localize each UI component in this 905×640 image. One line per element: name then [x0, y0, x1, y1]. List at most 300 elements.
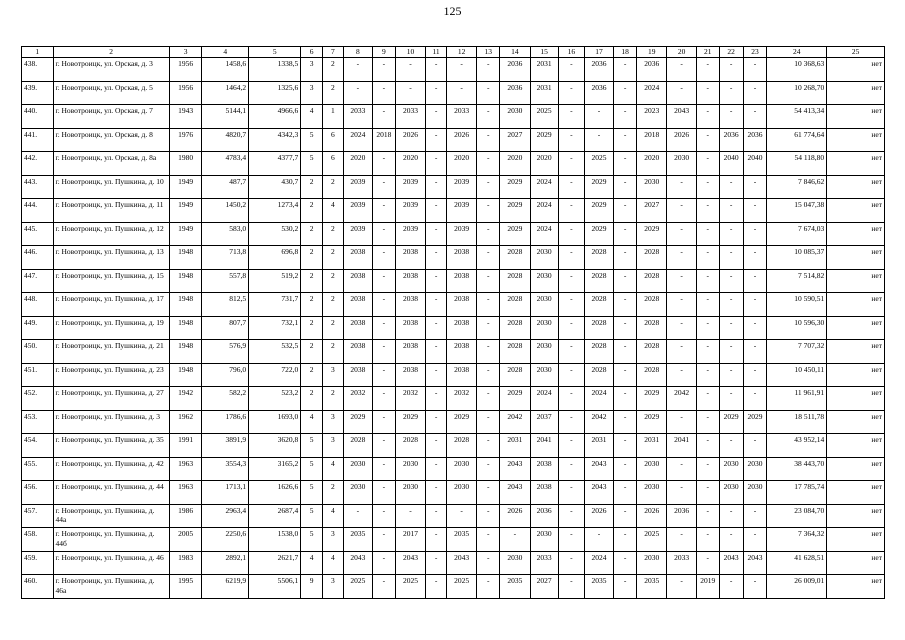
- table-cell: 2033: [530, 551, 558, 575]
- table-cell: -: [696, 504, 719, 528]
- table-cell: -: [477, 175, 500, 199]
- table-cell: -: [426, 269, 447, 293]
- table-cell: -: [558, 551, 584, 575]
- table-cell: -: [667, 246, 696, 270]
- table-cell: 5: [301, 504, 323, 528]
- row-number-cell: 445.: [22, 222, 54, 246]
- table-cell: 2017: [395, 528, 425, 552]
- table-cell: 2033: [667, 551, 696, 575]
- table-cell: 4: [323, 504, 344, 528]
- row-number-cell: 449.: [22, 316, 54, 340]
- table-cell: -: [426, 81, 447, 105]
- column-number-cell: 16: [558, 47, 584, 58]
- table-cell: 2038: [343, 363, 372, 387]
- table-cell: -: [614, 152, 637, 176]
- row-number-cell: 450.: [22, 340, 54, 364]
- table-cell: 2038: [446, 269, 476, 293]
- table-cell: -: [558, 575, 584, 599]
- table-cell: 2038: [446, 363, 476, 387]
- table-cell: 9: [301, 575, 323, 599]
- table-cell: -: [558, 504, 584, 528]
- table-cell: 2032: [343, 387, 372, 411]
- table-cell: 2035: [637, 575, 667, 599]
- table-cell: 2030: [743, 481, 767, 505]
- table-cell: -: [477, 575, 500, 599]
- table-row: [22, 363, 885, 387]
- table-cell: 5: [301, 128, 323, 152]
- table-cell: 3: [323, 434, 344, 458]
- table-cell: -: [426, 481, 447, 505]
- table-cell: 2029: [637, 410, 667, 434]
- table-cell: -: [743, 81, 767, 105]
- table-cell: 2027: [530, 575, 558, 599]
- table-cell: 2040: [743, 152, 767, 176]
- table-cell: 2029: [500, 175, 530, 199]
- table-cell: -: [614, 81, 637, 105]
- table-cell: 1948: [169, 269, 202, 293]
- table-cell: -: [373, 199, 396, 223]
- table-cell: -: [743, 175, 767, 199]
- table-cell: 2031: [530, 81, 558, 105]
- table-cell: 2043: [667, 105, 696, 129]
- table-cell: -: [719, 199, 743, 223]
- table-cell: 2038: [395, 293, 425, 317]
- table-cell: 2028: [637, 363, 667, 387]
- address-cell: г. Новотроицк, ул. Орская, д. 8: [53, 128, 169, 152]
- row-number-cell: 455.: [22, 457, 54, 481]
- table-cell: 2028: [637, 340, 667, 364]
- row-number-cell: 456.: [22, 481, 54, 505]
- status-cell: нет: [827, 457, 885, 481]
- table-cell: 2025: [446, 575, 476, 599]
- table-cell: -: [558, 175, 584, 199]
- address-cell: г. Новотроицк, ул. Пушкина, д. 13: [53, 246, 169, 270]
- table-cell: 3: [301, 58, 323, 82]
- row-number-cell: 460.: [22, 575, 54, 599]
- table-cell: 2030: [446, 457, 476, 481]
- table-cell: 2030: [530, 316, 558, 340]
- table-cell: 2038: [530, 481, 558, 505]
- table-cell: 2041: [667, 434, 696, 458]
- status-cell: нет: [827, 152, 885, 176]
- table-cell: 2: [301, 387, 323, 411]
- area-cell: 1538,0: [249, 528, 301, 552]
- table-cell: -: [719, 575, 743, 599]
- table-cell: -: [667, 269, 696, 293]
- table-cell: -: [667, 575, 696, 599]
- status-cell: нет: [827, 293, 885, 317]
- area-cell: 519,2: [249, 269, 301, 293]
- column-number-cell: 5: [249, 47, 301, 58]
- table-cell: -: [719, 293, 743, 317]
- table-cell: 1991: [169, 434, 202, 458]
- cost-cell: 10 268,70: [767, 81, 827, 105]
- table-cell: 2032: [395, 387, 425, 411]
- table-cell: -: [667, 222, 696, 246]
- table-cell: -: [696, 363, 719, 387]
- table-cell: 2: [323, 58, 344, 82]
- table-cell: -: [558, 269, 584, 293]
- table-cell: 2: [323, 175, 344, 199]
- table-row: [22, 528, 885, 552]
- address-cell: г. Новотроицк, ул. Орская, д. 3: [53, 58, 169, 82]
- table-cell: 2030: [637, 457, 667, 481]
- table-cell: -: [477, 504, 500, 528]
- table-cell: 1949: [169, 222, 202, 246]
- status-cell: нет: [827, 410, 885, 434]
- column-number-cell: 10: [395, 47, 425, 58]
- table-cell: 2023: [637, 105, 667, 129]
- area-cell: 582,2: [202, 387, 249, 411]
- area-cell: 1325,6: [249, 81, 301, 105]
- table-cell: 2030: [530, 246, 558, 270]
- table-cell: 2029: [500, 387, 530, 411]
- column-number-cell: 7: [323, 47, 344, 58]
- table-cell: -: [477, 293, 500, 317]
- column-number-row: [22, 47, 885, 58]
- table-cell: 2: [301, 199, 323, 223]
- row-number-cell: 438.: [22, 58, 54, 82]
- table-cell: 2039: [446, 175, 476, 199]
- table-cell: 2036: [719, 128, 743, 152]
- address-cell: г. Новотроицк, ул. Пушкина, д. 17: [53, 293, 169, 317]
- table-cell: 2038: [343, 316, 372, 340]
- table-cell: -: [719, 222, 743, 246]
- table-cell: -: [446, 58, 476, 82]
- address-cell: г. Новотроицк, ул. Орская, д. 7: [53, 105, 169, 129]
- table-cell: 2038: [343, 293, 372, 317]
- table-cell: -: [373, 528, 396, 552]
- table-cell: 2028: [584, 363, 613, 387]
- table-cell: 2026: [446, 128, 476, 152]
- column-number-cell: 20: [667, 47, 696, 58]
- table-cell: -: [373, 316, 396, 340]
- table-cell: -: [373, 410, 396, 434]
- table-cell: -: [719, 81, 743, 105]
- table-cell: 2031: [500, 434, 530, 458]
- table-cell: 2043: [743, 551, 767, 575]
- table-cell: -: [373, 551, 396, 575]
- table-cell: -: [614, 269, 637, 293]
- table-cell: -: [558, 410, 584, 434]
- table-cell: 2026: [395, 128, 425, 152]
- row-number-cell: 440.: [22, 105, 54, 129]
- table-cell: 2029: [530, 128, 558, 152]
- table-cell: 1942: [169, 387, 202, 411]
- table-cell: -: [614, 434, 637, 458]
- table-cell: -: [477, 269, 500, 293]
- table-cell: 2037: [530, 410, 558, 434]
- table-cell: -: [426, 246, 447, 270]
- table-cell: 2028: [584, 293, 613, 317]
- table-cell: 2028: [584, 246, 613, 270]
- table-cell: -: [743, 269, 767, 293]
- table-cell: 2028: [500, 316, 530, 340]
- table-row: [22, 316, 885, 340]
- row-number-cell: 459.: [22, 551, 54, 575]
- table-cell: 2030: [446, 481, 476, 505]
- table-cell: -: [696, 551, 719, 575]
- table-cell: 2: [301, 340, 323, 364]
- table-cell: -: [667, 316, 696, 340]
- row-number-cell: 452.: [22, 387, 54, 411]
- table-cell: -: [719, 269, 743, 293]
- table-cell: -: [558, 199, 584, 223]
- table-cell: -: [373, 58, 396, 82]
- table-cell: -: [667, 81, 696, 105]
- table-cell: -: [343, 504, 372, 528]
- table-cell: -: [719, 316, 743, 340]
- table-cell: 2020: [395, 152, 425, 176]
- table-cell: 2030: [395, 481, 425, 505]
- table-cell: 4: [323, 199, 344, 223]
- table-cell: 3: [323, 363, 344, 387]
- table-cell: 2031: [584, 434, 613, 458]
- area-cell: 1464,2: [202, 81, 249, 105]
- table-cell: -: [743, 246, 767, 270]
- area-cell: 4377,7: [249, 152, 301, 176]
- table-cell: 1948: [169, 293, 202, 317]
- cost-cell: 43 952,14: [767, 434, 827, 458]
- table-cell: 4: [301, 410, 323, 434]
- area-cell: 523,2: [249, 387, 301, 411]
- table-cell: -: [558, 481, 584, 505]
- table-cell: 2035: [500, 575, 530, 599]
- table-cell: 2038: [343, 340, 372, 364]
- table-cell: -: [667, 199, 696, 223]
- table-cell: 2024: [530, 199, 558, 223]
- status-cell: нет: [827, 434, 885, 458]
- table-cell: 2036: [743, 128, 767, 152]
- status-cell: нет: [827, 58, 885, 82]
- table-cell: -: [614, 457, 637, 481]
- table-cell: 2024: [343, 128, 372, 152]
- table-cell: 2038: [343, 246, 372, 270]
- table-cell: -: [584, 105, 613, 129]
- area-cell: 487,7: [202, 175, 249, 199]
- table-cell: 1948: [169, 246, 202, 270]
- table-row: [22, 457, 885, 481]
- address-cell: г. Новотроицк, ул. Пушкина, д. 46: [53, 551, 169, 575]
- table-cell: 2043: [584, 457, 613, 481]
- table-cell: 2035: [343, 528, 372, 552]
- table-cell: 2026: [667, 128, 696, 152]
- table-cell: 2038: [446, 340, 476, 364]
- table-cell: -: [667, 363, 696, 387]
- table-row: [22, 293, 885, 317]
- table-cell: 6: [323, 152, 344, 176]
- table-cell: 2029: [395, 410, 425, 434]
- table-cell: -: [696, 128, 719, 152]
- area-cell: 430,7: [249, 175, 301, 199]
- table-cell: -: [426, 363, 447, 387]
- table-cell: 2030: [530, 340, 558, 364]
- table-cell: -: [426, 528, 447, 552]
- table-cell: -: [558, 293, 584, 317]
- address-cell: г. Новотроицк, ул. Пушкина, д. 3: [53, 410, 169, 434]
- row-number-cell: 458.: [22, 528, 54, 552]
- cost-cell: 10 368,63: [767, 58, 827, 82]
- table-cell: 2040: [719, 152, 743, 176]
- table-cell: 2036: [667, 504, 696, 528]
- table-cell: -: [446, 504, 476, 528]
- cost-cell: 11 961,91: [767, 387, 827, 411]
- table-cell: 3: [323, 575, 344, 599]
- column-number-cell: 18: [614, 47, 637, 58]
- table-cell: -: [477, 152, 500, 176]
- table-cell: -: [426, 316, 447, 340]
- table-cell: -: [426, 222, 447, 246]
- table-cell: -: [614, 551, 637, 575]
- table-cell: -: [477, 434, 500, 458]
- table-cell: 2029: [446, 410, 476, 434]
- table-cell: -: [426, 434, 447, 458]
- table-cell: 2: [301, 316, 323, 340]
- cost-cell: 17 785,74: [767, 481, 827, 505]
- table-row: [22, 387, 885, 411]
- table-cell: 1948: [169, 316, 202, 340]
- table-cell: -: [373, 81, 396, 105]
- table-cell: 2039: [395, 199, 425, 223]
- table-row: [22, 199, 885, 223]
- address-cell: г. Новотроицк, ул. Пушкина, д. 46а: [53, 575, 169, 599]
- table-cell: -: [558, 316, 584, 340]
- table-cell: 2029: [637, 387, 667, 411]
- table-cell: 2030: [395, 457, 425, 481]
- table-cell: 2028: [637, 246, 667, 270]
- column-number-cell: 3: [169, 47, 202, 58]
- table-cell: -: [477, 246, 500, 270]
- table-cell: -: [426, 175, 447, 199]
- table-cell: -: [558, 340, 584, 364]
- area-cell: 1273,4: [249, 199, 301, 223]
- table-row: [22, 175, 885, 199]
- table-cell: -: [558, 58, 584, 82]
- row-number-cell: 453.: [22, 410, 54, 434]
- cost-cell: 61 774,64: [767, 128, 827, 152]
- table-cell: 2: [301, 246, 323, 270]
- table-cell: -: [667, 293, 696, 317]
- table-cell: 5: [301, 434, 323, 458]
- table-cell: -: [696, 81, 719, 105]
- table-cell: 2039: [395, 222, 425, 246]
- table-cell: -: [696, 105, 719, 129]
- table-cell: 2024: [530, 175, 558, 199]
- table-cell: 2: [323, 387, 344, 411]
- table-cell: 2030: [343, 481, 372, 505]
- table-cell: -: [477, 105, 500, 129]
- table-cell: 2024: [584, 551, 613, 575]
- table-cell: 2038: [446, 316, 476, 340]
- row-number-cell: 443.: [22, 175, 54, 199]
- table-cell: 2020: [637, 152, 667, 176]
- table-cell: -: [719, 528, 743, 552]
- table-cell: 2033: [446, 105, 476, 129]
- table-cell: -: [343, 81, 372, 105]
- area-cell: 4783,4: [202, 152, 249, 176]
- table-cell: 2028: [500, 246, 530, 270]
- table-cell: 2018: [637, 128, 667, 152]
- table-cell: 2030: [530, 293, 558, 317]
- cost-cell: 23 084,70: [767, 504, 827, 528]
- table-cell: 2: [323, 316, 344, 340]
- table-cell: -: [614, 575, 637, 599]
- table-cell: 2005: [169, 528, 202, 552]
- page-number: 125: [443, 4, 462, 18]
- table-cell: -: [614, 504, 637, 528]
- table-cell: 2: [301, 293, 323, 317]
- column-number-cell: 13: [477, 47, 500, 58]
- table-cell: -: [477, 457, 500, 481]
- table-cell: -: [558, 363, 584, 387]
- table-cell: -: [614, 222, 637, 246]
- table-cell: 2039: [343, 222, 372, 246]
- cost-cell: 26 009,01: [767, 575, 827, 599]
- table-cell: 2036: [584, 58, 613, 82]
- table-cell: -: [584, 528, 613, 552]
- table-cell: 2028: [584, 316, 613, 340]
- table-cell: -: [558, 105, 584, 129]
- column-number-cell: 22: [719, 47, 743, 58]
- table-cell: -: [696, 222, 719, 246]
- table-cell: 3: [301, 81, 323, 105]
- area-cell: 4342,3: [249, 128, 301, 152]
- column-number-cell: 15: [530, 47, 558, 58]
- table-cell: 2027: [500, 128, 530, 152]
- table-cell: 2020: [446, 152, 476, 176]
- table-cell: -: [696, 434, 719, 458]
- table-cell: -: [558, 222, 584, 246]
- table-cell: 2028: [500, 340, 530, 364]
- table-cell: 2030: [530, 528, 558, 552]
- area-cell: 3165,2: [249, 457, 301, 481]
- area-cell: 1626,6: [249, 481, 301, 505]
- table-cell: -: [373, 293, 396, 317]
- table-cell: -: [614, 387, 637, 411]
- table-cell: 1949: [169, 199, 202, 223]
- table-cell: 5: [301, 481, 323, 505]
- status-cell: нет: [827, 269, 885, 293]
- table-cell: -: [477, 481, 500, 505]
- table-cell: 2: [301, 363, 323, 387]
- table-cell: -: [614, 481, 637, 505]
- table-row: [22, 575, 885, 599]
- table-cell: -: [696, 457, 719, 481]
- table-cell: 2024: [584, 387, 613, 411]
- table-cell: -: [743, 58, 767, 82]
- area-cell: 1786,6: [202, 410, 249, 434]
- row-number-cell: 454.: [22, 434, 54, 458]
- table-cell: 4: [323, 457, 344, 481]
- table-cell: -: [614, 175, 637, 199]
- table-row: [22, 152, 885, 176]
- table-cell: -: [743, 105, 767, 129]
- column-number-cell: 24: [767, 47, 827, 58]
- area-cell: 2687,4: [249, 504, 301, 528]
- table-cell: -: [477, 58, 500, 82]
- table-cell: -: [719, 105, 743, 129]
- table-cell: 2030: [719, 457, 743, 481]
- table-cell: -: [667, 340, 696, 364]
- table-cell: 1983: [169, 551, 202, 575]
- table-cell: 2030: [667, 152, 696, 176]
- table-cell: 2043: [395, 551, 425, 575]
- table-cell: -: [477, 340, 500, 364]
- table-cell: 2038: [446, 293, 476, 317]
- table-cell: 2038: [395, 340, 425, 364]
- table-cell: -: [614, 316, 637, 340]
- table-cell: 2028: [637, 293, 667, 317]
